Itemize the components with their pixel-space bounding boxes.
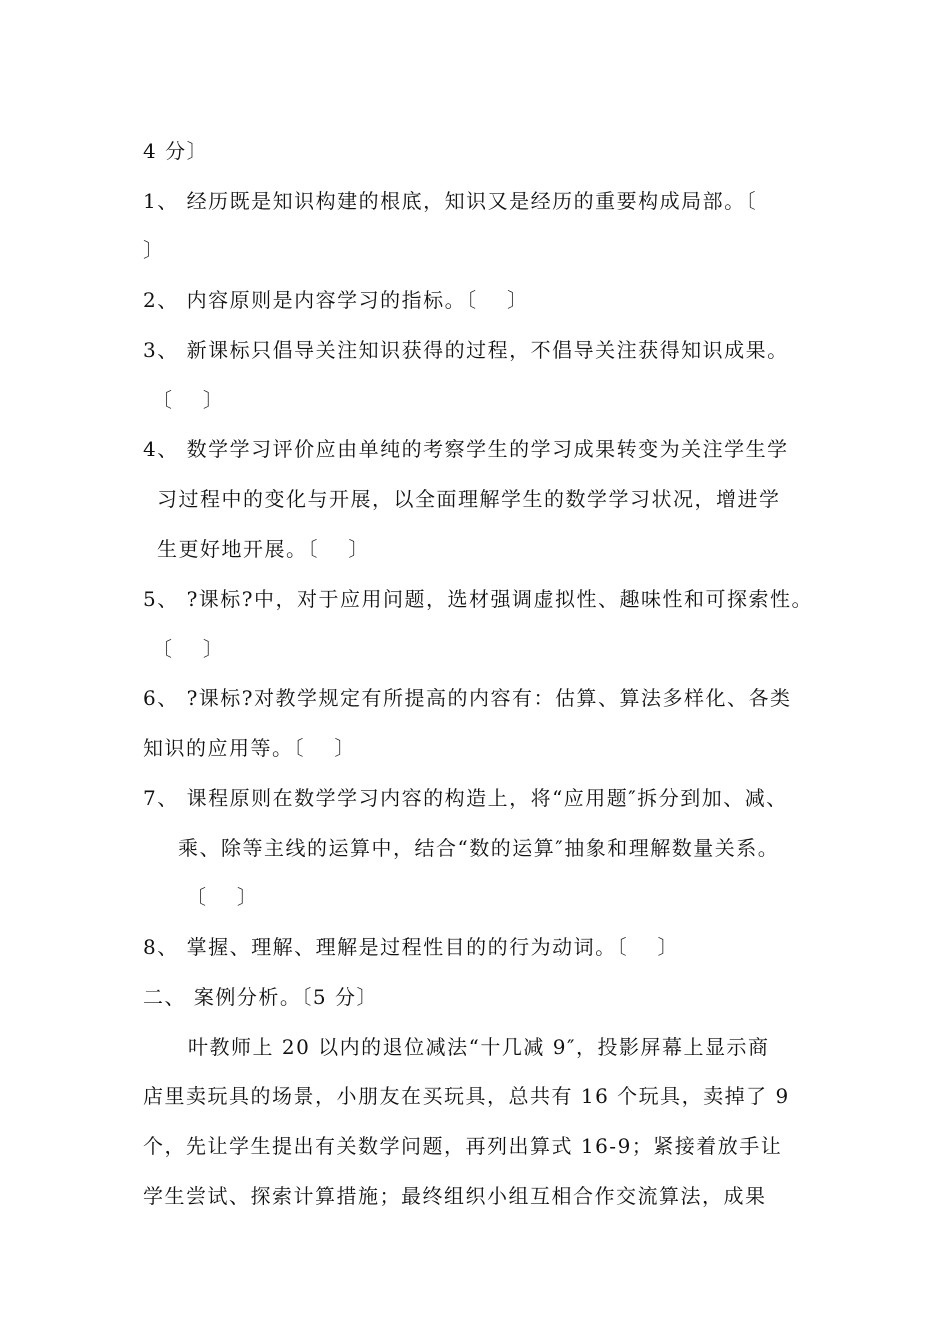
text-line: 6、 ?课标?对教学规定有所提高的内容有：估算、算法多样化、各类 bbox=[143, 686, 792, 710]
paragraph-line: 店里卖玩具的场景，小朋友在买玩具，总共有 16 个玩具，卖掉了 9 bbox=[143, 1084, 790, 1108]
text-line: 8、 掌握、理解、理解是过程性目的的行为动词。〔 〕 bbox=[143, 935, 679, 959]
text-line: 知识的应用等。〔 〕 bbox=[143, 736, 356, 760]
text-line: 〕 bbox=[143, 238, 165, 262]
text-line: 5、 ?课标?中，对于应用问题，选材强调虚拟性、趣味性和可探索性。 bbox=[143, 587, 814, 611]
text-line: 生更好地开展。〔 〕 bbox=[157, 537, 370, 561]
paragraph-line: 个，先让学生提出有关数学问题，再列出算式 16-9；紧接着放手让 bbox=[143, 1134, 783, 1158]
section-heading: 二、 案例分析。〔5 分〕 bbox=[143, 985, 378, 1009]
text-line: 乘、除等主线的运算中，结合“数的运算″抽象和理解数量关系。 bbox=[178, 836, 780, 860]
text-line: 1、 经历既是知识构建的根底，知识又是经历的重要构成局部。〔 bbox=[143, 189, 758, 213]
paragraph-line: 叶教师上 20 以内的退位减法“十几减 9″，投影屏幕上显示商 bbox=[188, 1035, 770, 1059]
text-line: 4、 数学学习评价应由单纯的考察学生的学习成果转变为关注学生学 bbox=[143, 437, 789, 461]
text-line: 〔 〕 bbox=[152, 388, 225, 412]
paragraph-line: 学生尝试、探索计算措施；最终组织小组互相合作交流算法，成果 bbox=[143, 1184, 767, 1208]
text-line: 3、 新课标只倡导关注知识获得的过程，不倡导关注获得知识成果。 bbox=[143, 338, 789, 362]
text-line: 〔 〕 bbox=[186, 885, 259, 909]
text-line: 习过程中的变化与开展，以全面理解学生的数学学习状况，增进学 bbox=[157, 487, 781, 511]
text-line: 7、 课程原则在数学学习内容的构造上，将“应用题″拆分到加、减、 bbox=[143, 786, 788, 810]
text-line: 〔 〕 bbox=[152, 637, 225, 661]
text-line: 4 分〕 bbox=[143, 139, 209, 163]
text-line: 2、 内容原则是内容学习的指标。〔 〕 bbox=[143, 288, 529, 312]
